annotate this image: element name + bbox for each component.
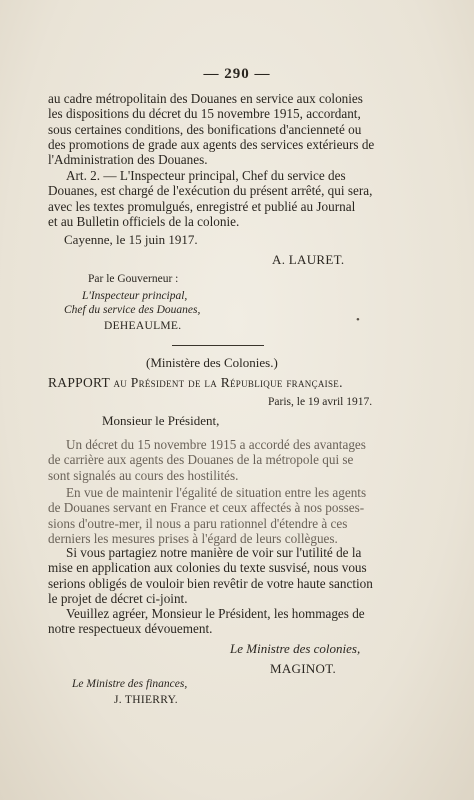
colonies-minister-title: Le Ministre des colonies, xyxy=(230,641,361,656)
text-line: les dispositions du décret du 15 novembre 1915, accordant, xyxy=(48,106,361,122)
text-line: avec les textes promulgués, enregistré et publié au Journal xyxy=(48,198,356,214)
text-line: sions d'outre-mer, il nous a paru rationnel d'étendre à ces xyxy=(48,515,348,531)
article-2 xyxy=(48,168,404,229)
report-paragraph-3 xyxy=(48,545,404,606)
governor-signature: A. LAURET. xyxy=(272,252,345,267)
report-paragraph-4 xyxy=(48,606,404,637)
ink-mark: • xyxy=(356,314,360,326)
text-line: derniers les mesures prises à l'égard de leurs collègues. xyxy=(48,530,338,546)
place-date: Cayenne, le 15 juin 1917. xyxy=(64,232,198,247)
text-line: Douanes, est chargé de l'exécution du présent arrêté, qui sera, xyxy=(48,183,373,199)
text-line: Veuillez agréer, Monsieur le Président, les hommages de xyxy=(66,606,365,621)
text-line: Si vous partagiez notre manière de voir sur l'utilité de la xyxy=(66,545,362,560)
text-line: des promotions de grade aux agents des services extérieurs de xyxy=(48,136,375,152)
text-line: le projet de décret ci-joint. xyxy=(48,590,188,606)
text-line: serions obligés de vouloir bien revêtir de votre haute sanction xyxy=(48,575,373,591)
salutation: Monsieur le Président, xyxy=(102,413,220,428)
report-paragraph-2 xyxy=(48,485,404,546)
text-line: et au Bulletin officiels de la colonie. xyxy=(48,213,240,229)
text-line: de Douanes servant en France et ceux affectés à nos posses- xyxy=(48,500,365,516)
inspector-title-1: L'Inspecteur principal, xyxy=(82,290,188,302)
text-line: Un décret du 15 novembre 1915 a accordé des avantages xyxy=(66,437,366,452)
finance-minister-title: Le Ministre des finances, xyxy=(72,678,188,690)
colonies-minister-name: MAGINOT. xyxy=(270,661,337,676)
inspector-name: DEHEAULME. xyxy=(104,320,182,332)
text-line: sont signalés au cours des hostilités. xyxy=(48,467,239,483)
text-line: notre respectueux dévouement. xyxy=(48,621,213,637)
text-line: sous certaines conditions, des bonifications d'ancienneté ou xyxy=(48,121,362,137)
text-line: mise en application aux colonies du texte susvisé, nous vous xyxy=(48,560,367,576)
report-place-date: Paris, le 19 avril 1917. xyxy=(268,396,373,408)
inspector-title-2: Chef du service des Douanes, xyxy=(64,304,201,316)
text-line: au cadre métropolitain des Douanes en service aux colonies xyxy=(48,91,363,106)
text-line: Art. 2. — L'Inspecteur principal, Chef du service des xyxy=(66,168,346,183)
section-divider xyxy=(172,345,264,346)
page-number: — 290 — xyxy=(203,66,271,82)
text-line: l'Administration des Douanes. xyxy=(48,152,208,168)
par-le-gouverneur: Par le Gouverneur : xyxy=(88,273,179,285)
ministry-header: (Ministère des Colonies.) xyxy=(146,355,278,370)
text-line: En vue de maintenir l'égalité de situation entre les agents xyxy=(66,485,367,500)
report-title: RAPPORT au Président de la République française. xyxy=(48,375,343,390)
finance-minister-name: J. THIERRY. xyxy=(114,694,178,706)
text-line: de carrière aux agents des Douanes de la métropole qui se xyxy=(48,452,354,468)
report-paragraph-1 xyxy=(48,437,404,483)
article-1-continuation xyxy=(48,91,404,167)
